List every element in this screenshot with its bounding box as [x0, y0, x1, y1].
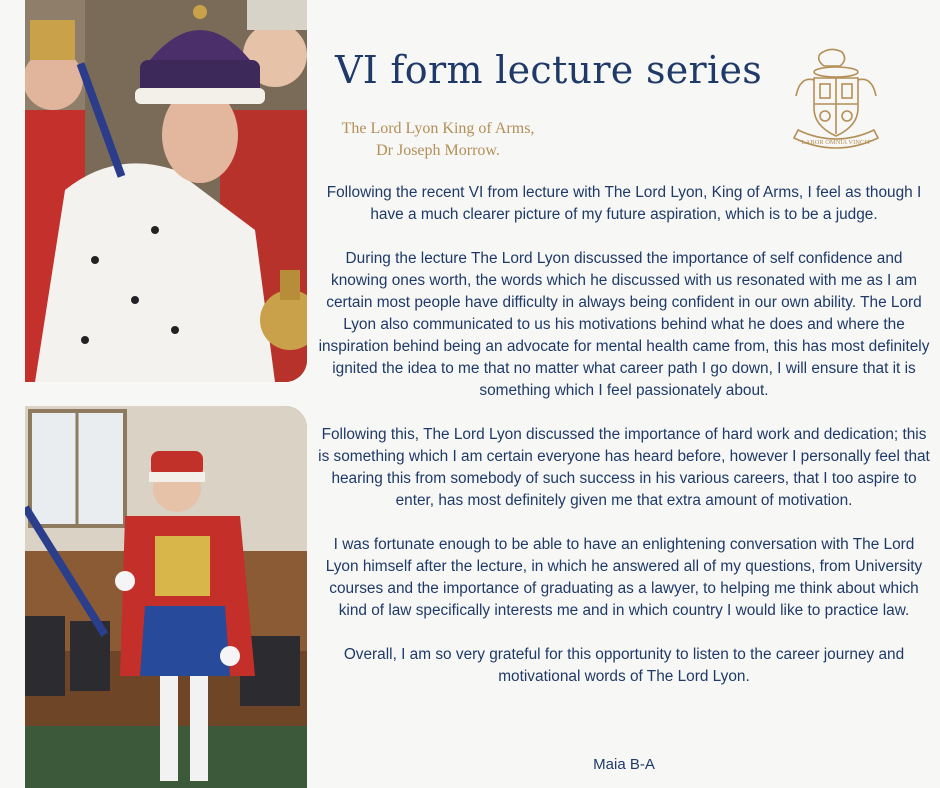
article-paragraph: During the lecture The Lord Lyon discussed the importance of self confidence and knowing ones worth, the words which he discussed with us resonated with me as I am certain most people have difficulty in always being confident in our own ability. The Lord Lyon also communicated to us his motivations behind what he does and where the inspiration behind being an advocate for mental health came from, this has most definitely ignited the idea to me that no matter what career path I go down, I will ensure that it is something which I feel passionately about.	[318, 250, 930, 399]
coronation-photo	[25, 0, 307, 382]
article-paragraph: Following the recent VI from lecture with The Lord Lyon, King of Arms, I feel as though I have a much clearer picture of my future aspiration, which is to be a judge.	[326, 184, 922, 223]
article-paragraph: I was fortunate enough to be able to have an enlightening conversation with The Lord Lyon himself after the lecture, in which he answered all of my questions, from University courses and the importance of graduating as a lawyer, to helping me think about which kind of law specifically interests me and in which country I would like to practice law.	[325, 536, 923, 619]
author-signature: Maia B-A	[593, 756, 655, 773]
page-title: VI form lecture series	[335, 48, 763, 92]
lecture-article	[318, 182, 930, 710]
article-paragraph: Following this, The Lord Lyon discussed the importance of hard work and dedication; this is something which I am certain everyone has heard before, however I personally feel that hearing this from somebody of such success in his various careers, that I too aspire to enter, has most definitely given me that extra amount of motivation.	[318, 426, 930, 509]
school-crest-icon	[790, 46, 882, 156]
article-paragraph: Overall, I am so very grateful for this opportunity to listen to the career journey and motivational words of The Lord Lyon.	[343, 646, 905, 685]
lord-lyon-photo	[25, 406, 307, 788]
photo-caption: The Lord Lyon King of Arms, Dr Joseph Morrow.	[341, 120, 535, 159]
svg-text:LABOR OMNIA VINCIT: LABOR OMNIA VINCIT	[801, 139, 871, 146]
